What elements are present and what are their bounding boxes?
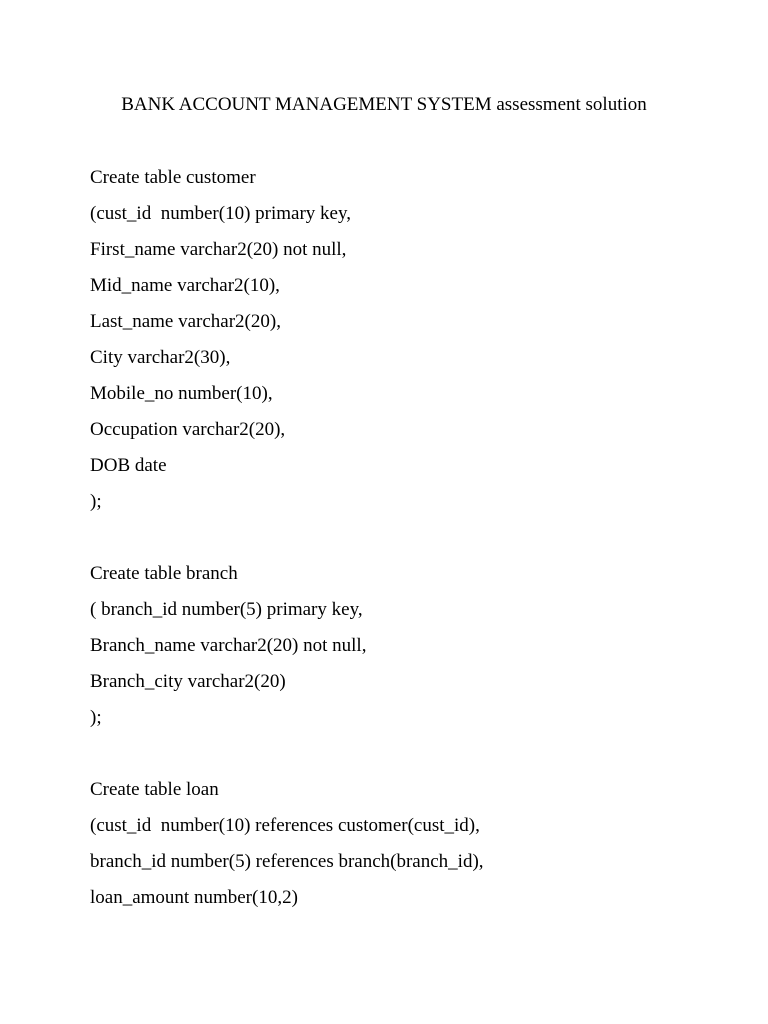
code-line: DOB date [90, 455, 167, 476]
create-table-customer-block [90, 160, 351, 520]
code-line: Mobile_no number(10), [90, 383, 273, 404]
code-line: Create table customer [90, 167, 256, 188]
code-line: branch_id number(5) references branch(branch_id), [90, 851, 484, 872]
code-line: Mid_name varchar2(10), [90, 275, 280, 296]
code-line: Create table loan [90, 779, 219, 800]
code-line: loan_amount number(10,2) [90, 887, 298, 908]
code-line: First_name varchar2(20) not null, [90, 239, 347, 260]
code-line: City varchar2(30), [90, 347, 231, 368]
code-line: ); [90, 491, 102, 512]
code-line: ( branch_id number(5) primary key, [90, 599, 363, 620]
code-line: Branch_name varchar2(20) not null, [90, 635, 367, 656]
code-line: Occupation varchar2(20), [90, 419, 286, 440]
code-line: ); [90, 707, 102, 728]
create-table-branch-block [90, 556, 366, 736]
code-line: (cust_id number(10) references customer(cust_id), [90, 815, 480, 836]
code-line: Create table branch [90, 563, 238, 584]
code-line: Branch_city varchar2(20) [90, 671, 286, 692]
code-line: (cust_id number(10) primary key, [90, 203, 351, 224]
create-table-loan-block [90, 772, 484, 916]
document-title: BANK ACCOUNT MANAGEMENT SYSTEM assessment solution [121, 94, 647, 115]
code-line: Last_name varchar2(20), [90, 311, 281, 332]
